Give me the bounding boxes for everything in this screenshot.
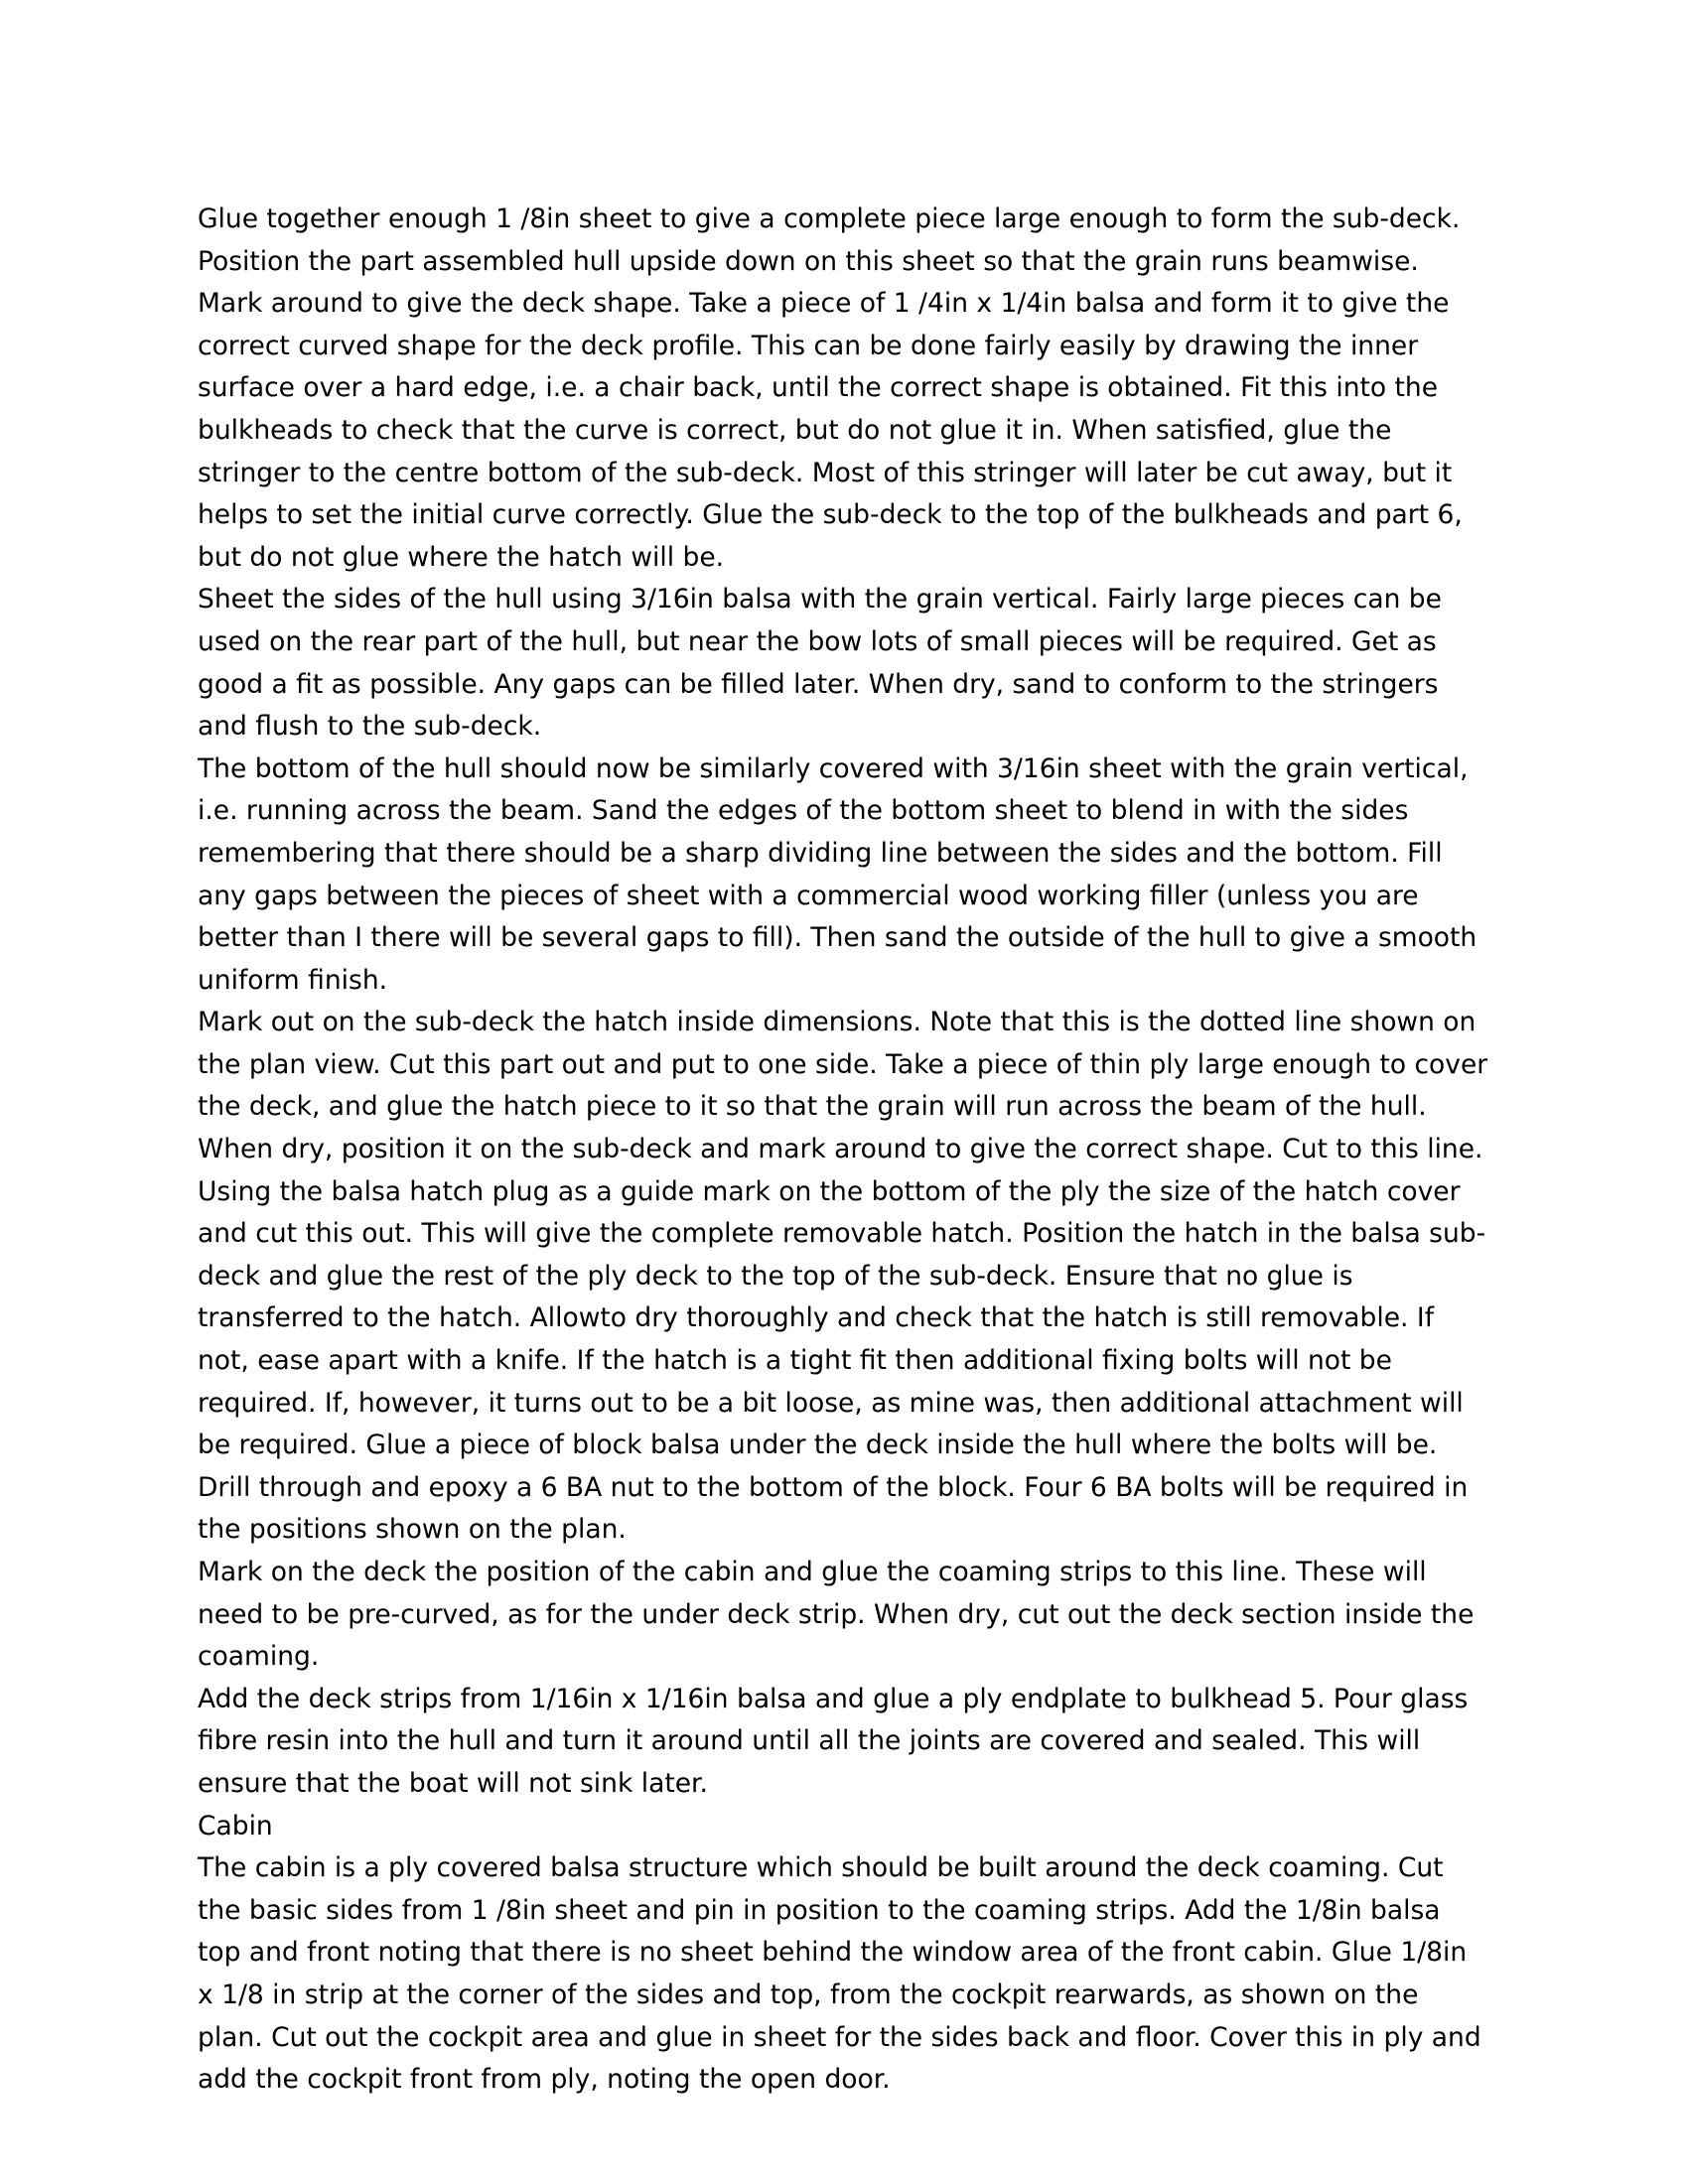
paragraph-hull-sides: Sheet the sides of the hull using 3/16in balsa with the grain vertical. Fairly large pieces can be used on the rear part of the hull, but near the bow lots of small pieces will be required. Get as good a fit as possible. Any gaps can be filled later. When dry, sand to conform to the stringers and flush to the sub-deck. bbox=[198, 584, 1442, 743]
paragraph-hull-bottom: The bottom of the hull should now be similarly covered with 3/16in sheet with the grain vertical, i.e. running across the beam. Sand the edges of the bottom sheet to blend in with the sides remembering that there should be a sharp dividing line between the sides and the bottom. Fill any gaps between the pieces of sheet with a commercial wood working filler (unless you are better than I there will be several gaps to fill). Then sand the outside of the hull to give a smooth uniform finish. bbox=[198, 752, 1477, 996]
paragraph-coaming: Mark on the deck the position of the cabin and glue the coaming strips to this line. These will need to be pre-curved, as for the under deck strip. When dry, cut out the deck section inside the coaming. bbox=[198, 1557, 1475, 1673]
paragraph-deck-strips: Add the deck strips from 1/16in x 1/16in balsa and glue a ply endplate to bulkhead 5. Pour glass fibre resin into the hull and turn it around until all the joints are covered and sealed. This will ensure that the boat will not sink later. bbox=[198, 1683, 1469, 1799]
section-heading-cabin: Cabin bbox=[198, 1810, 273, 1842]
paragraph-cabin: The cabin is a ply covered balsa structure which should be built around the deck coaming. Cut the basic sides from 1 /8in sheet and pin in position to the coaming strips. Add the 1/8in balsa top and front noting that there is no sheet behind the window area of the front cabin. Glue 1/8in x 1/8 in strip at the corner of the sides and top, from the cockpit rearwards, as shown on the plan. Cut out the cockpit area and glue in sheet for the sides back and floor. Cover this in ply and add the cockpit front from ply, noting the open door. bbox=[198, 1852, 1481, 2096]
paragraph-sub-deck: Glue together enough 1 /8in sheet to give a complete piece large enough to form the sub-deck. Position the part assembled hull upside down on this sheet so that the grain runs beamwise. Mark around to give the deck shape. Take a piece of 1 /4in x 1/4in balsa and form it to give the correct curved shape for the deck profile. This can be done fairly easily by drawing the inner surface over a hard edge, i.e. a chair back, until the correct shape is obtained. Fit this into the bulkheads to check that the curve is correct, but do not glue it in. When satisfied, glue the stringer to the centre bottom of the sub-deck. Most of this stringer will later be cut away, but it helps to set the initial curve correctly. Glue the sub-deck to the top of the bulkheads and part 6, but do not glue where the hatch will be. bbox=[198, 204, 1463, 573]
body-text bbox=[198, 199, 1490, 2102]
paragraph-hatch: Mark out on the sub-deck the hatch inside dimensions. Note that this is the dotted line shown on the plan view. Cut this part out and put to one side. Take a piece of thin ply large enough to cover the deck, and glue the hatch piece to it so that the grain will run across the beam of the hull. When dry, position it on the sub-deck and mark around to give the correct shape. Cut to this line. Using the balsa hatch plug as a guide mark on the bottom of the ply the size of the hatch cover and cut this out. This will give the complete removable hatch. Position the hatch in the balsa sub-deck and glue the rest of the ply deck to the top of the sub-deck. Ensure that no glue is transferred to the hatch. Allowto dry thoroughly and check that the hatch is still removable. If not, ease apart with a knife. If the hatch is a tight fit then additional fixing bolts will not be required. If, however, it turns out to be a bit loose, as mine was, then additional attachment will be required. Glue a piece of block balsa under the deck inside the hull where the bolts will be. Drill through and epoxy a 6 BA nut to the bottom of the block. Four 6 BA bolts will be required in the positions shown on the plan. bbox=[198, 1007, 1488, 1546]
